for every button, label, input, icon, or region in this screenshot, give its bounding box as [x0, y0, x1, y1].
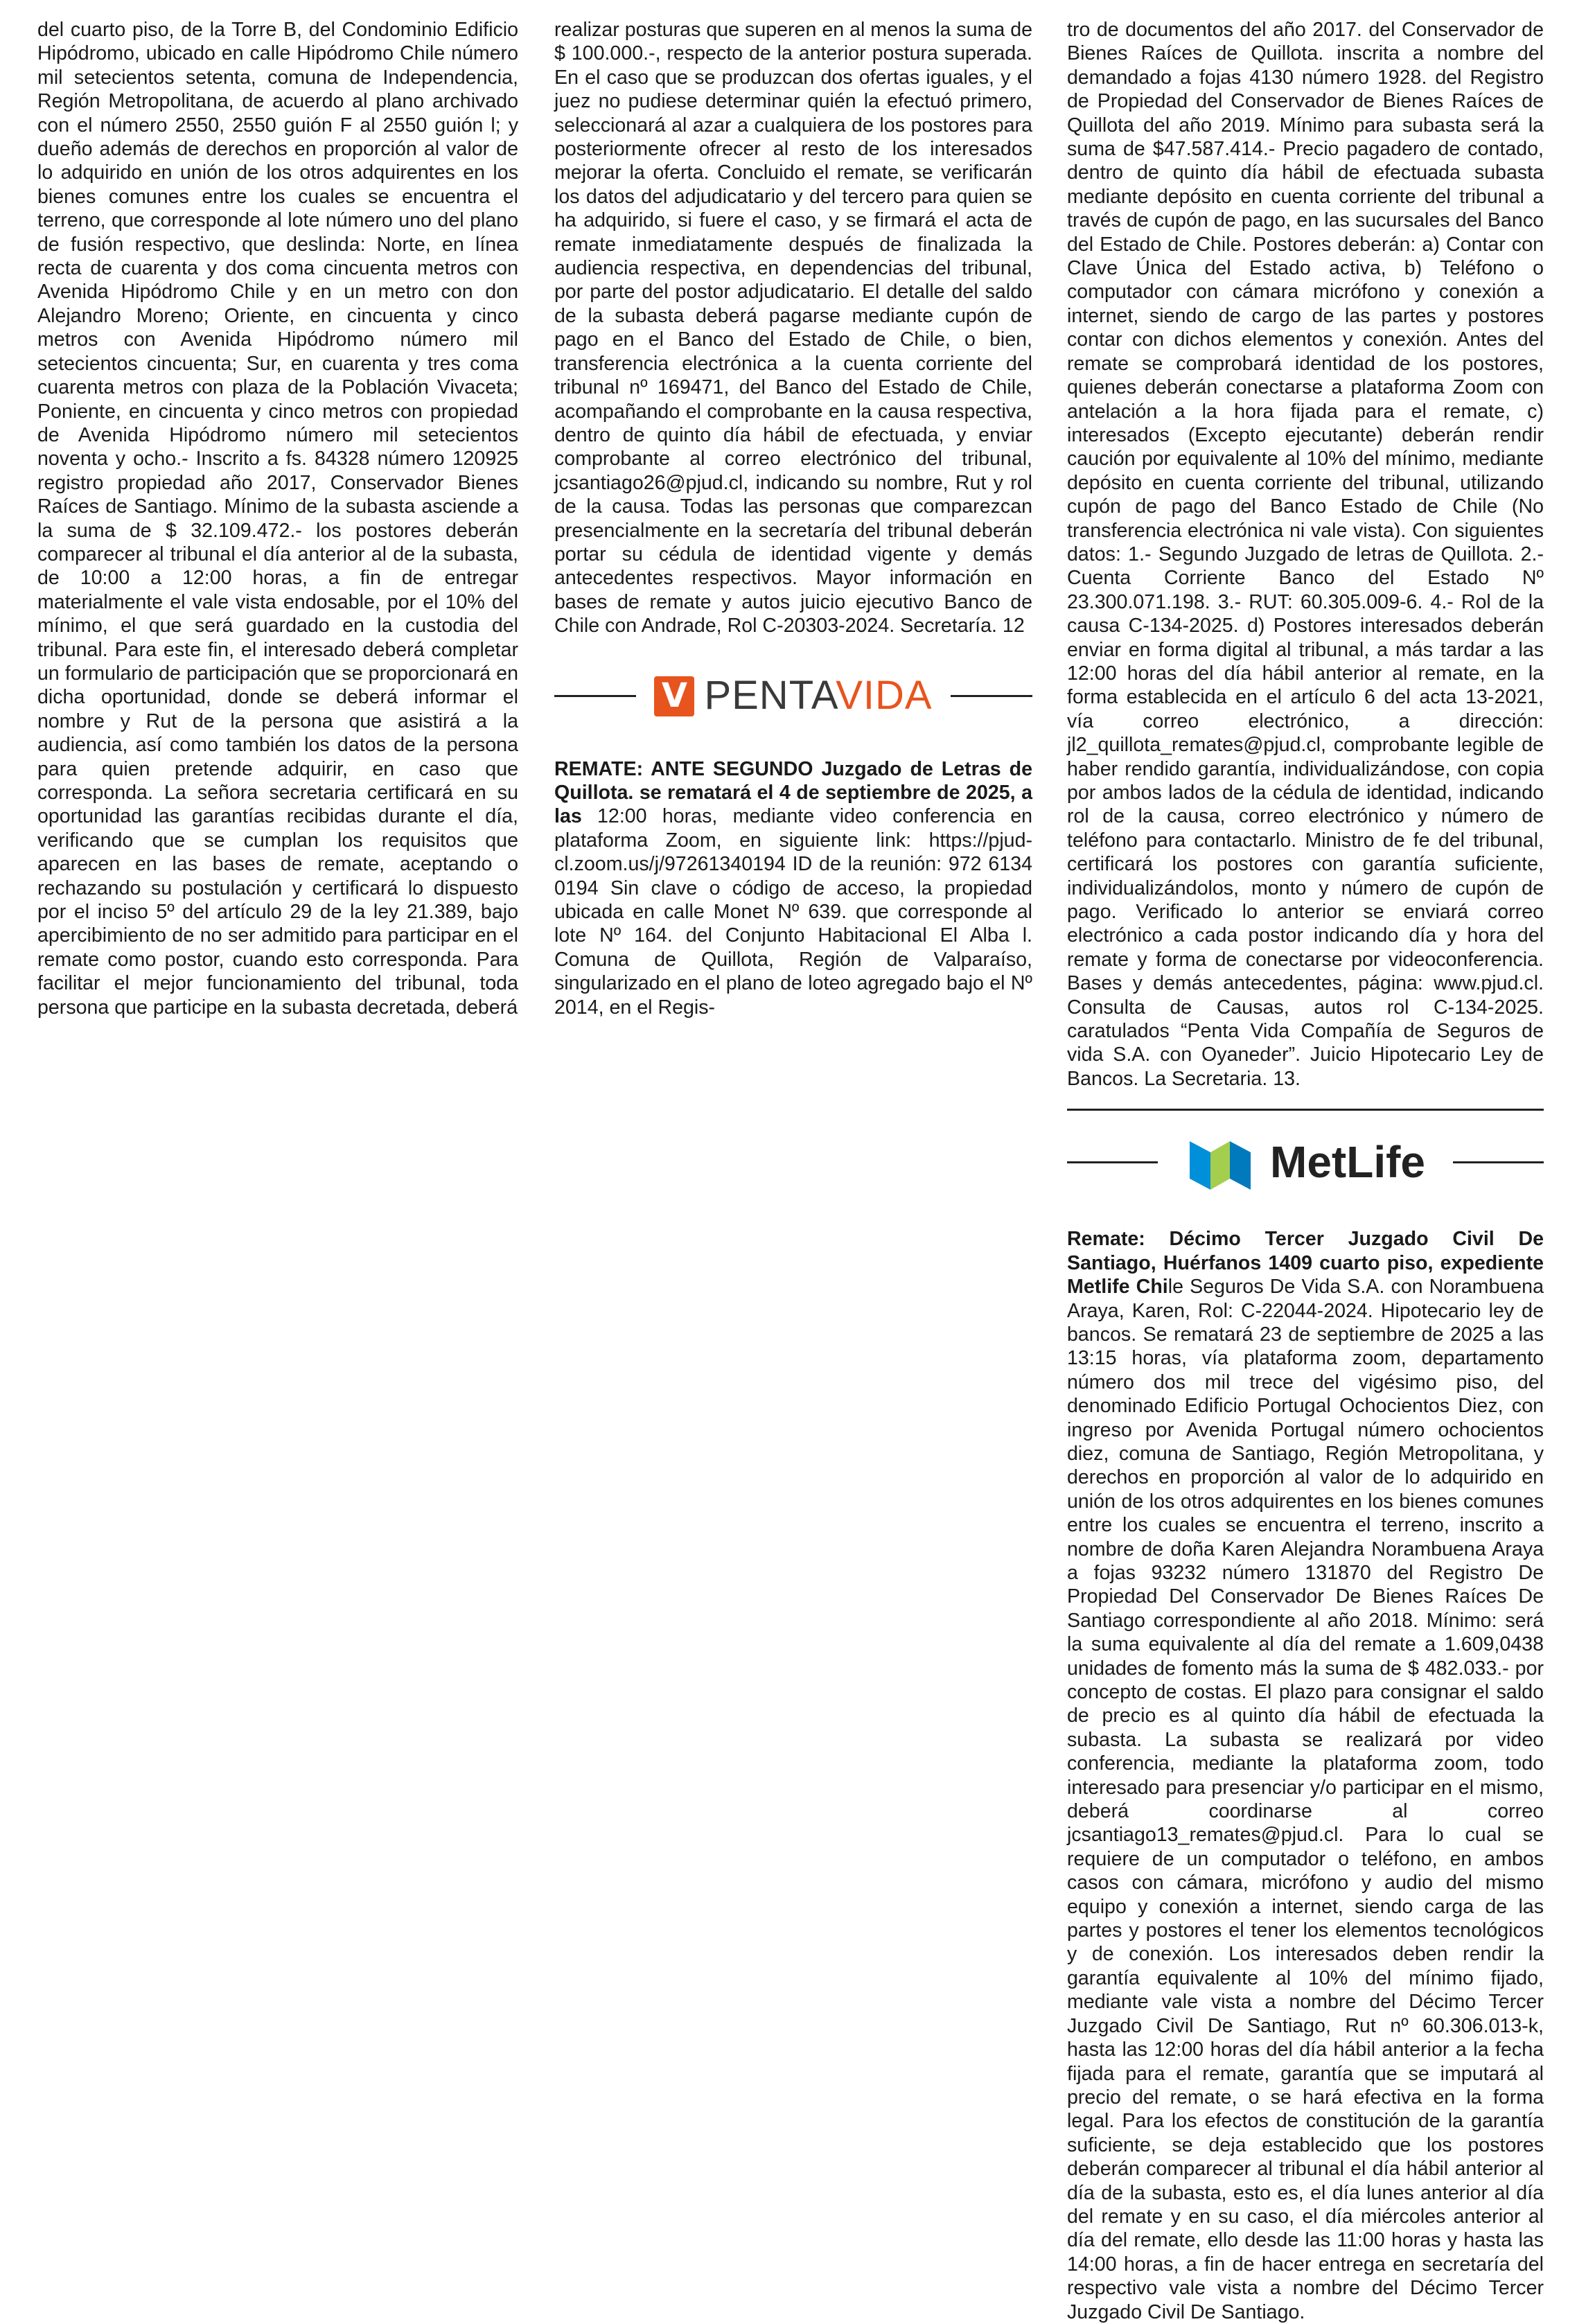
- logo-word-vida: VIDA: [836, 673, 933, 719]
- metlife-mark-icon: [1186, 1132, 1255, 1192]
- divider-rule: [1067, 1109, 1544, 1111]
- penta-vida-badge-icon: V: [654, 676, 694, 716]
- notice-heading: Remate: Décimo Tercer Juzgado Civil De Santiago, Huérfanos 1409 cuarto piso, expediente Metlife Chi: [1067, 1228, 1544, 1299]
- remate-notice-quillota: [554, 757, 1032, 1019]
- remate-notice-metlife: [1067, 1227, 1544, 2324]
- notice-body: le Seguros De Vida S.A. con Norambuena Araya, Karen, Rol: C-22044-2024. Hipotecario ley de bancos. Se rematará 23 de septiembre de 2025 a las 13:15 horas, vía plataforma zoom, departamento número dos mil trece del vigésimo piso, del denominado Edificio Portugal Ochocientos Diez, con ingreso por Avenida Portugal número ochocientos diez, comuna de Santiago, Región Metropolitana, y derechos en proporción al valor de lo adquirido en unión de los otros adquirentes en los bienes comunes entre los cuales se encuentra el terreno, inscrito a nombre de doña Karen Alejandra Norambuena Araya a fojas 93232 número 131870 del Registro De Propiedad Del Conservador De Bienes Raíces De Santiago correspondiente al año 2018. Mínimo: será la suma equivalente al día del remate a 1.609,0438 unidades de fomento más la suma de $ 482.033.- por concepto de costas. El plazo para consignar el saldo de precio es al quinto día hábil de efectuada la subasta. La subasta se realizará por video conferencia, mediante la plataforma zoom, todo interesado para presenciar y/o participar en el mismo, deberá coordinarse al correo jcsantiago13_remates@pjud.cl. Para lo cual se requiere de un computador o teléfono, en ambos casos con cámara, micrófono y audio del mismo equipo y conexión a internet, siendo carga de las partes y postores el tener los elementos tecnológicos y de conexión. Los interesados deben rendir la garantía equivalente al 10% del mínimo fijado, mediante vale vista a nombre del Décimo Tercer Juzgado Civil De Santiago, Rut nº 60.306.013-k, hasta las 12:00 horas del día hábil anterior a la fecha fijada para el remate, garantía que se imputará al precio del remate, o se hará efectiva en la forma legal. Para los efectos de constitución de la garantía suficiente, se deja establecido que los postores deberán comparecer al tribunal el día hábil anterior al día de la subasta, esto es, el día lunes anterior al día del remate y en su caso, el día miércoles anterior al día del remate, ello desde las 11:00 horas y hasta las 14:00 horas, a fin de hacer entrega en secretaría del respectivo vale vista a nombre del Décimo Tercer Juzgado Civil De Santiago.: [1067, 1276, 1544, 2323]
- divider-line: [554, 695, 636, 697]
- column-1: [37, 18, 518, 1019]
- metlife-logo: [1067, 1120, 1544, 1204]
- divider-line: [1453, 1161, 1544, 1163]
- column-2: [554, 18, 1032, 1019]
- penta-vida-logo: [554, 663, 1032, 730]
- metlife-wordmark: MetLife: [1270, 1137, 1425, 1188]
- column-3: [1067, 18, 1544, 2324]
- notice-body: 12:00 horas, mediante video conferencia en plataforma Zoom, en siguiente link: https://pjud-cl.zoom.us/j/97261340194 ID de la reunión: 972 6134 0194 Sin clave o código de acceso, la propiedad ubicada en calle Monet Nº 639. que corresponde al lote Nº 164. del Conjunto Habitacional El Alba l. Comuna de Quillota, Región de Valparaíso, singularizado en el plano de loteo agregado bajo el Nº 2014, en el Regis-: [554, 805, 1032, 1019]
- notice-continuation-text: tro de documentos del año 2017. del Conservador de Bienes Raíces de Quillota. inscrita a nombre del demandado a fojas 4130 número 1928. del Registro de Propiedad del Conservador de Bienes Raíces de Quillota del año 2019. Mínimo para subasta será la suma de $47.587.414.- Precio pagadero de contado, dentro de quinto día hábil de efectuada subasta mediante depósito en cuenta corriente del tribunal a través de cupón de pago, en las sucursales del Banco del Estado de Chile. Postores deberán: a) Contar con Clave Única del Estado activa, b) Teléfono o computador con cámara micrófono y conexión a internet, siendo de cargo de las partes y postores contar con dichos elementos y conexión. Antes del remate se comprobará identidad de los postores, quienes deberán conectarse a plataforma Zoom con antelación a la hora fijada para el remate, c) interesados (Excepto ejecutante) deberán rendir caución por equivalente al 10% del mínimo, mediante depósito en cuenta corriente del tribunal, utilizando cupón de pago del Banco Estado de Chile (No transferencia electrónica ni vale vista). Con siguientes datos: 1.- Segundo Juzgado de letras de Quillota. 2.- Cuenta Corriente Banco del Estado Nº 23.300.071.198. 3.- RUT: 60.305.009-6. 4.- Rol de la causa C-134-2025. d) Postores interesados deberán enviar en forma digital al tribunal, a más tardar a las 12:00 horas del día hábil anterior al remate, en la forma establecida en el artículo 6 del acta 13-2021, vía correo electrónico, a dirección: jl2_quillota_remates@pjud.cl, comprobante legible de haber rendido garantía, individualizándose, con copia por ambos lados de la cédula de identidad, indicando rol de la causa, correo electrónico y número de teléfono para contactarlo. Ministro de fe del tribunal, certificará los postores con garantía suficiente, individualizándolos, monto y número de cupón de pago. Verificado lo anterior se enviará correo electrónico a cada postor indicando día y hora del remate y forma de conectarse por videoconferencia. Bases y demás antecedentes, página: www.pjud.cl. Consulta de Causas, autos rol C-134-2025. caratulados “Penta Vida Compañía de Seguros de vida S.A. con Oyaneder”. Juicio Hipotecario Ley de Bancos. La Secretaria. 13.: [1067, 19, 1544, 1090]
- penta-vida-wordmark: [704, 673, 933, 719]
- divider-line: [1067, 1161, 1158, 1163]
- notice-continuation-text: realizar posturas que superen en al menos la suma de $ 100.000.-, respecto de la anterior postura superada. En el caso que se produzcan dos ofertas iguales, y el juez no pudiese determinar quién la efectuó primero, seleccionará al azar a cualquiera de los postores para posteriormente ofrecer al resto de los interesados mejorar la oferta. Concluido el remate, se verificarán los datos del adjudicatario y del tercero para quien se ha adquirido, si fuere el caso, y se firmará el acta de remate inmediatamente después de finalizada la audiencia respectiva, en dependencias del tribunal, por parte del postor adjudicatario. El detalle del saldo de la subasta deberá pagarse mediante cupón de pago en el Banco del Estado de Chile, o bien, transferencia electrónica a la cuenta corriente del tribunal nº 169471, del Banco del Estado de Chile, acompañando el comprobante en la causa respectiva, dentro de quinto día hábil de efectuada, y enviar comprobante al correo electrónico del tribunal, jcsantiago26@pjud.cl, indicando su nombre, Rut y rol de la causa. Todas las personas que comparezcan presencialmente en la secretaría del tribunal deberán portar su cédula de identidad vigente y demás antecedentes respectivos. Mayor información en bases de remate y autos juicio ejecutivo Banco de Chile con Andrade, Rol C-20303-2024. Secretaría. 12: [554, 19, 1032, 637]
- logo-word-penta: PENTA: [704, 673, 836, 719]
- notice-heading: REMATE: ANTE SEGUNDO Juzgado de Letras de Quillota. se rematará el 4 de septiembre de 2025, a las: [554, 757, 1032, 828]
- divider-line: [951, 695, 1032, 697]
- notice-continuation-text: del cuarto piso, de la Torre B, del Condominio Edificio Hipódromo, ubicado en calle Hipódromo Chile número mil setecientos setenta, comuna de Independencia, Región Metropolitana, de acuerdo al plano archivado con el número 2550, 2550 guión F al 2550 guión l; y dueño además de derechos en proporción al valor de lo adquirido en unión de los otros adquirentes en los bienes comunes entre los cuales se encuentra el terreno, que corresponde al lote número uno del plano de fusión respectivo, que deslinda: Norte, en línea recta de cuarenta y dos coma cincuenta metros con Avenida Hipódromo Chile y en un metro con don Alejandro Moreno; Oriente, en cincuenta y cinco metros con Avenida Hipódromo número mil setecientos cincuenta; Sur, en cuarenta y tres coma cuarenta metros con plaza de la Población Vivaceta; Poniente, en cincuenta y cinco metros con propiedad de Avenida Hipódromo número mil setecientos noventa y ocho.- Inscrito a fs. 84328 número 120925 registro propiedad año 2017, Conservador Bienes Raíces de Santiago. Mínimo de la subasta asciende a la suma de $ 32.109.472.- los postores deberán comparecer al tribunal el día anterior al de la subasta, de 10:00 a 12:00 horas, a fin de entregar materialmente el vale vista endosable, por el 10% del mínimo, el que será guardado en la custodia del tribunal. Para este fin, el interesado deberá completar un formulario de participación que se proporcionará en dicha oportunidad, donde se deberá informar el nombre y Rut de la persona que asistirá a la audiencia, así como también los datos de la persona para quien pretende adquirir, en caso que corresponda. La señora secretaria certificará en su oportunidad las garantías recibidas durante el día, verificando que se cumplan los requisitos que aparecen en las bases de remate, aceptando o rechazando su postulación y certificará lo dispuesto por el inciso 5º del artículo 29 de la ley 21.389, bajo apercibimiento de no ser admitido para participar en el remate como postor, cuando esto corresponda. Para facilitar el mejor funcionamiento del tribunal, toda persona que participe en la subasta decretada, deberá: [37, 19, 518, 1019]
